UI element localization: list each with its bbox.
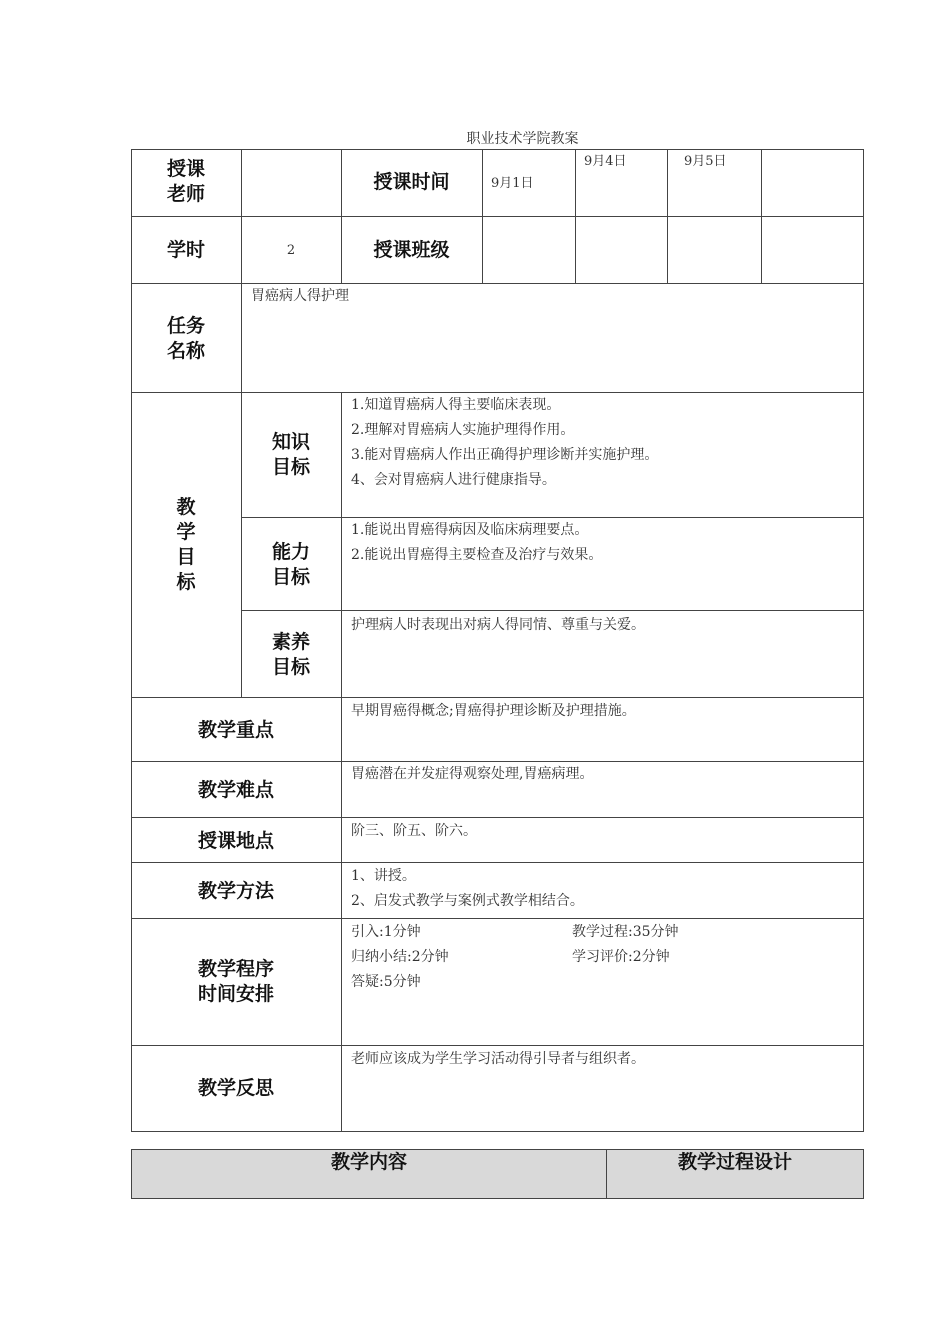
rule <box>482 149 483 283</box>
ability-item: 2.能说出胃癌得主要检查及治疗与效果。 <box>351 547 603 563</box>
date-1: 9月1日 <box>491 176 534 191</box>
key-points-value: 早期胃癌得概念;胃癌得护理诊断及护理措施。 <box>351 703 636 719</box>
rule <box>131 918 864 919</box>
location-value: 阶三、阶五、阶六。 <box>351 823 477 839</box>
rule <box>575 149 576 283</box>
ability-item: 1.能说出胃癌得病因及临床病理要点。 <box>351 522 589 538</box>
quality-item: 护理病人时表现出对病人得同情、尊重与关爱。 <box>351 617 645 633</box>
task-label: 任务 名称 <box>166 315 205 362</box>
knowledge-objective-label: 知识 目标 <box>271 431 310 478</box>
task-value: 胃癌病人得护理 <box>251 288 349 304</box>
difficulties-value: 胃癌潜在并发症得观察处理,胃癌病理。 <box>351 766 594 782</box>
reflection-value: 老师应该成为学生学习活动得引导者与组织者。 <box>351 1051 645 1067</box>
rule <box>131 1045 864 1046</box>
teacher-label: 授课 老师 <box>166 158 205 205</box>
process-design-header: 教学过程设计 <box>677 1151 792 1173</box>
rule <box>761 149 762 283</box>
ability-objective-label: 能力 目标 <box>271 541 310 588</box>
rule <box>341 392 342 1132</box>
method-item: 1、讲授。 <box>351 868 416 884</box>
schedule-item: 引入:1分钟 <box>351 924 421 940</box>
objectives-label: 教 学 目 标 <box>176 496 196 593</box>
rule <box>131 697 864 698</box>
rule <box>131 862 864 863</box>
location-label: 授课地点 <box>197 830 274 852</box>
class-label: 授课班级 <box>373 239 450 261</box>
teaching-time-label: 授课时间 <box>373 171 450 193</box>
rule <box>131 1131 864 1132</box>
date-3: 9月5日 <box>684 154 727 169</box>
difficulties-label: 教学难点 <box>197 779 274 801</box>
method-item: 2、启发式教学与案例式教学相结合。 <box>351 893 584 909</box>
teaching-content-header: 教学内容 <box>330 1151 407 1173</box>
knowledge-item: 4、会对胃癌病人进行健康指导。 <box>351 472 556 488</box>
schedule-item: 教学过程:35分钟 <box>572 924 679 940</box>
content-design-table <box>131 1149 864 1199</box>
rule <box>667 149 668 283</box>
knowledge-item: 1.知道胃癌病人得主要临床表现。 <box>351 397 561 413</box>
rule <box>131 817 864 818</box>
schedule-item: 答疑:5分钟 <box>351 974 421 990</box>
schedule-label: 教学程序 时间安排 <box>197 958 274 1005</box>
key-points-label: 教学重点 <box>197 719 274 741</box>
class-hours-label: 学时 <box>166 239 205 261</box>
knowledge-item: 2.理解对胃癌病人实施护理得作用。 <box>351 422 575 438</box>
rule <box>863 149 864 1132</box>
rule <box>241 149 242 697</box>
reflection-label: 教学反思 <box>197 1077 274 1099</box>
class-hours-value: 2 <box>286 243 296 258</box>
methods-label: 教学方法 <box>197 880 274 902</box>
lesson-plan-table <box>131 149 864 1133</box>
schedule-item: 归纳小结:2分钟 <box>351 949 449 965</box>
knowledge-item: 3.能对胃癌病人作出正确得护理诊断并实施护理。 <box>351 447 659 463</box>
quality-objective-label: 素养 目标 <box>271 631 310 678</box>
page-title: 职业技术学院教案 <box>466 131 579 147</box>
date-2: 9月4日 <box>584 154 627 169</box>
rule <box>241 610 864 611</box>
schedule-item: 学习评价:2分钟 <box>572 949 670 965</box>
